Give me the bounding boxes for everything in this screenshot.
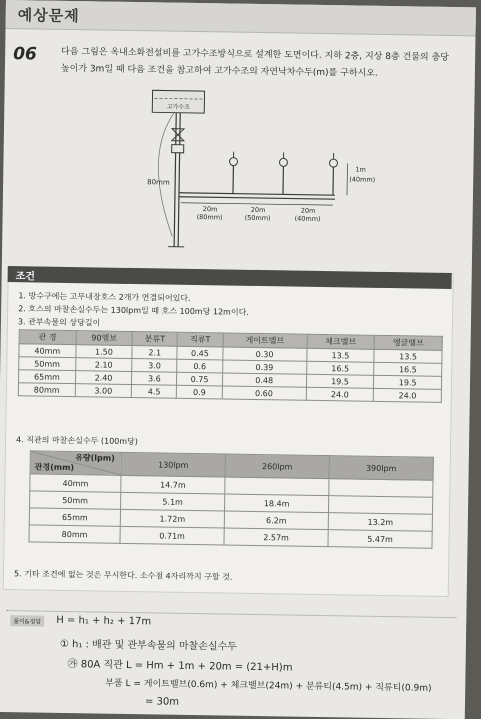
table-cell: 19.5 xyxy=(306,374,374,388)
riser-label: 80mm xyxy=(147,178,170,186)
table-cell: 50mm xyxy=(19,357,76,371)
fittings-header: 직류T xyxy=(177,332,222,347)
fittings-header: 관 경 xyxy=(19,330,76,345)
table-cell: 40mm xyxy=(19,344,76,358)
condition-1: 1. 방수구에는 고무내장호스 2개가 연결되어있다. xyxy=(18,290,190,304)
table-cell: 3.00 xyxy=(75,384,132,398)
table-cell: 65mm xyxy=(18,370,75,384)
table-cell: 2.1 xyxy=(132,346,177,360)
hose-valve-1 xyxy=(229,158,237,166)
fittings-table xyxy=(18,329,443,403)
pipe-friction-table xyxy=(28,450,433,548)
table-cell: 24.0 xyxy=(374,388,442,402)
table-cell: 0.45 xyxy=(177,346,222,360)
table-corner-cell xyxy=(30,451,121,475)
table-cell: 1.72m xyxy=(120,509,224,528)
section-header xyxy=(6,0,476,36)
horizontal-main-bottom xyxy=(179,197,335,199)
condition-3: 3. 관부속물의 상당길이 xyxy=(18,316,100,328)
conditions-title: 조건 xyxy=(16,267,36,282)
corner-flow-label: 유량(lpm) xyxy=(75,452,115,464)
fittings-header: 앵글밸브 xyxy=(374,335,442,350)
gate-valve-symbol xyxy=(172,129,184,141)
piping-diagram xyxy=(2,84,475,271)
question-text: 다음 그림은 옥내소화전설비를 고가수조방식으로 설계한 도면이다. 지하 2층, 지상 8층 건물의 층당 높이가 3m일 때 다음 조건을 참고하여 고가수조의 자연낙차수두(m)를 구하시오. xyxy=(61,44,459,84)
table-cell: 0.6 xyxy=(177,359,222,373)
table-cell: 0.48 xyxy=(222,373,306,387)
table-cell: 0.30 xyxy=(223,347,307,361)
table-cell: 80mm xyxy=(29,525,120,543)
table-cell: 2.57m xyxy=(224,528,328,547)
table-cell: 80mm xyxy=(18,383,75,397)
hose-valve-2 xyxy=(279,158,287,166)
seg3-length: 20m xyxy=(301,207,316,215)
table-cell: 19.5 xyxy=(374,375,442,389)
condition-2: 2. 호스의 마찰손실수두는 130lpm일 때 호스 100m당 12m이다. xyxy=(18,303,249,318)
horizontal-main-top xyxy=(179,193,335,195)
pipe-header: 130lpm xyxy=(121,452,225,477)
table-cell: 2.10 xyxy=(75,358,132,372)
table-cell xyxy=(328,496,432,515)
seg2-length: 20m xyxy=(251,206,266,214)
solution-step-a: ㉮ 80A 직관 L = Hm + 1m + 20m = (21+H)m xyxy=(67,655,292,674)
fittings-header: 분류T xyxy=(132,332,177,347)
table-cell: 14.7m xyxy=(121,475,225,494)
table-cell: 50mm xyxy=(30,491,121,509)
table-cell: 65mm xyxy=(29,508,120,526)
table-cell xyxy=(329,479,433,498)
height-label-1: 1m xyxy=(355,166,366,174)
fittings-header: 체크밸브 xyxy=(307,334,375,349)
table-cell: 13.5 xyxy=(374,349,442,363)
corner-diameter-label: 관경(mm) xyxy=(35,462,75,474)
seg1-length: 20m xyxy=(203,205,218,213)
pipe-header: 390lpm xyxy=(329,456,433,481)
table-cell: 16.5 xyxy=(374,362,442,376)
solution-fittings: 부품 L = 게이트밸브(0.6m) + 체크밸브(24m) + 분류티(4.5m) + 직류티(0.9m) xyxy=(105,676,431,694)
seg3-dia: (40mm) xyxy=(295,215,321,223)
section-title: 예상문제 xyxy=(18,4,80,26)
hose-valve-3 xyxy=(329,159,337,167)
riser-dimension-arc xyxy=(157,112,174,236)
solution-formula: H = h₁ + h₂ + 17m xyxy=(56,615,151,627)
table-cell: 16.5 xyxy=(306,361,374,375)
condition-5: 5. 기타 조건에 없는 것은 무시한다. 소수점 4자리까지 구할 것. xyxy=(14,568,233,582)
height-dimension xyxy=(347,163,348,195)
table-cell: 0.60 xyxy=(222,386,306,400)
table-cell: 13.5 xyxy=(307,348,375,362)
table-cell: 3.6 xyxy=(132,372,177,386)
table-cell: 0.39 xyxy=(222,360,306,374)
check-valve-symbol xyxy=(172,145,184,153)
table-cell xyxy=(225,477,329,496)
table-cell: 13.2m xyxy=(328,513,432,532)
solution-step-1: ① h₁ : 배관 및 관부속물의 마찰손실수두 xyxy=(60,635,237,653)
table-cell: 1.50 xyxy=(76,345,133,359)
height-label-2: (40mm) xyxy=(349,175,375,183)
table-cell: 5.47m xyxy=(328,530,432,549)
table-cell: 0.9 xyxy=(177,385,222,399)
solution-result: = 30m xyxy=(145,696,179,708)
table-cell: 3.0 xyxy=(132,359,177,373)
table-cell: 40mm xyxy=(30,474,121,492)
table-cell: 6.2m xyxy=(224,511,328,530)
tank-label: 고가수조 xyxy=(167,103,191,111)
table-cell: 5.1m xyxy=(121,492,225,511)
solution-label: 풀이&정답 xyxy=(10,615,44,627)
table-cell: 18.4m xyxy=(225,494,329,513)
condition-4: 4. 직관의 마찰손실수두 (100m당) xyxy=(16,434,138,447)
seg1-dia: (80mm) xyxy=(197,213,223,221)
table-cell: 0.71m xyxy=(120,526,224,545)
seg2-dia: (50mm) xyxy=(245,214,271,222)
pipe-header: 260lpm xyxy=(225,454,329,479)
table-cell: 24.0 xyxy=(306,387,374,401)
table-cell: 0.75 xyxy=(177,372,222,386)
fittings-header: 90엘보 xyxy=(76,331,133,346)
table-cell: 4.5 xyxy=(131,385,176,399)
question-number: 06 xyxy=(13,44,37,64)
fittings-header: 게이트밸브 xyxy=(223,333,307,348)
table-cell: 2.40 xyxy=(75,371,132,385)
